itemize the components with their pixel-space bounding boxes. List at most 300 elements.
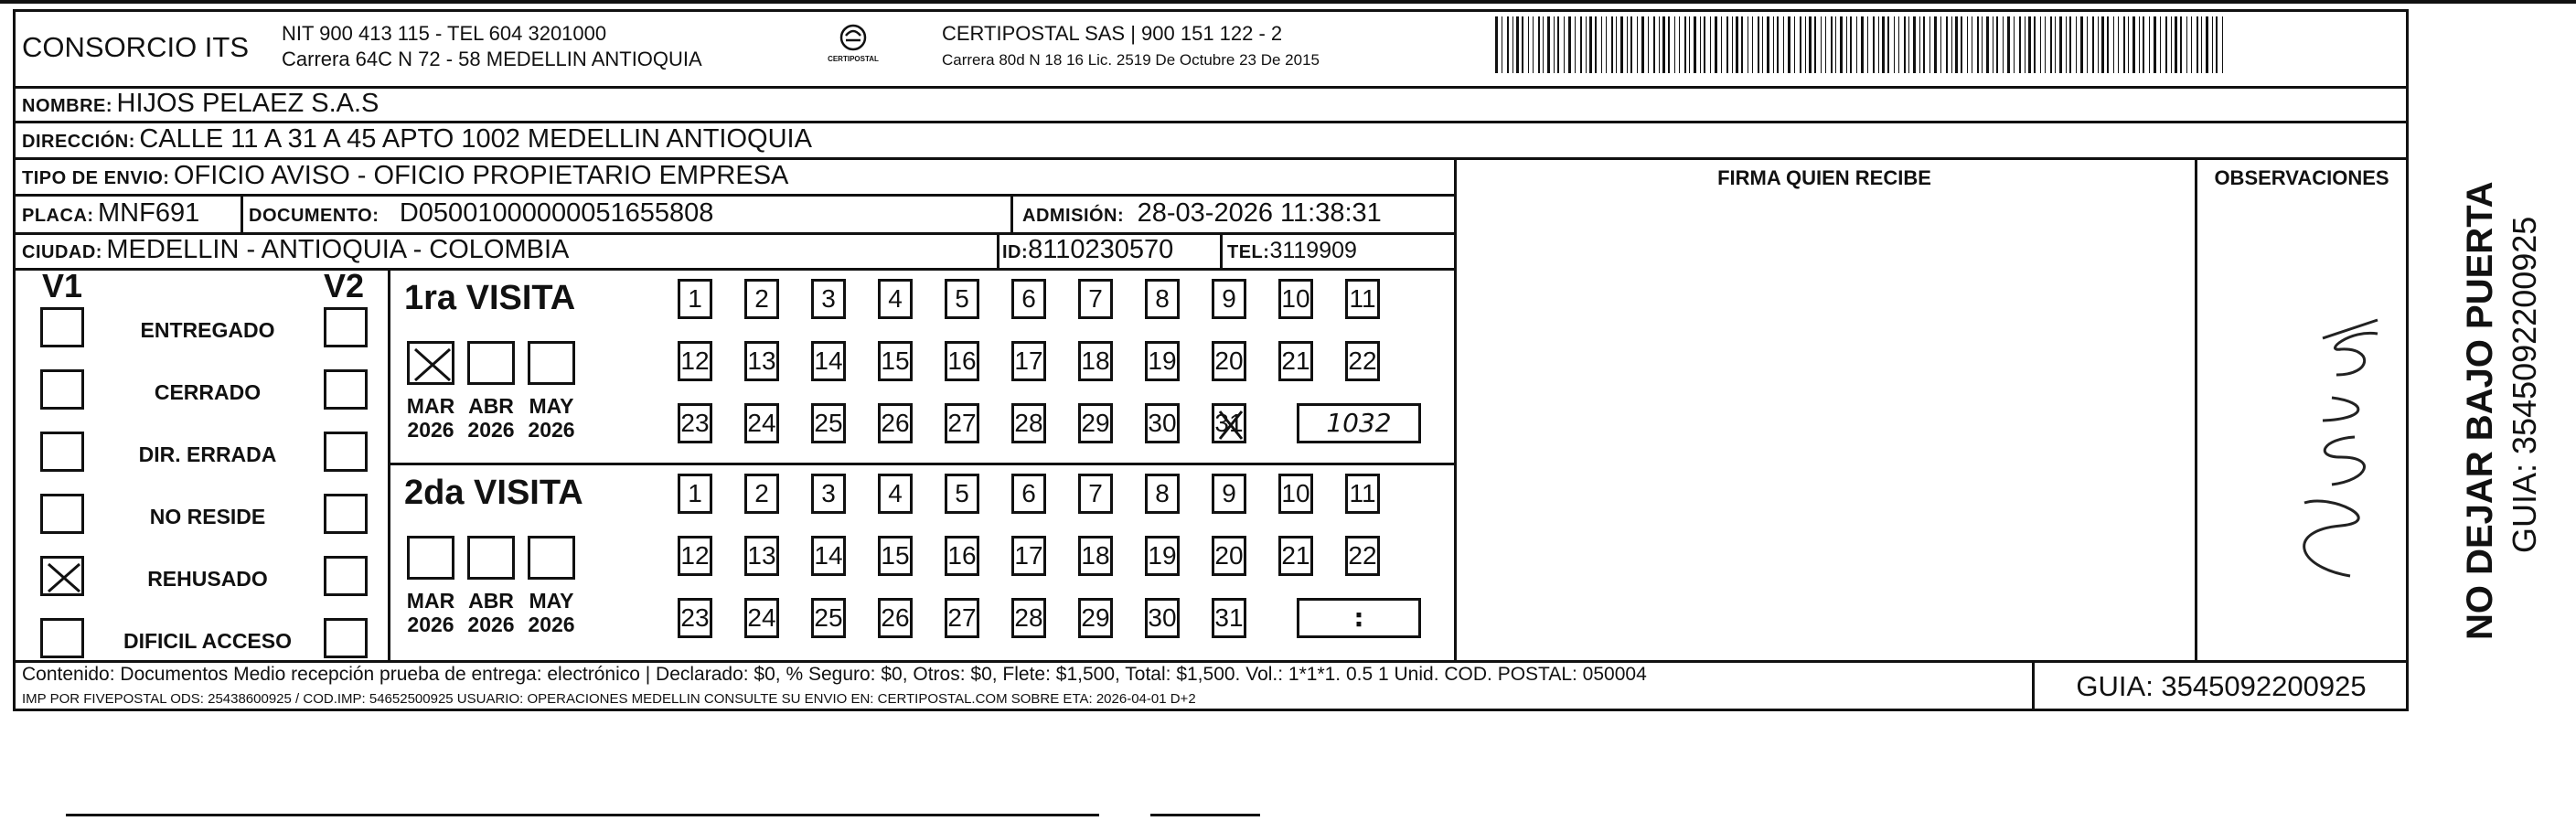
barcode-bar — [2180, 16, 2182, 73]
day-number: 26 — [881, 409, 910, 437]
day-cell[interactable] — [1145, 403, 1180, 443]
day-number: 29 — [1081, 409, 1110, 437]
day-number: 12 — [680, 347, 710, 375]
certipostal-logo-icon — [812, 22, 894, 73]
barcode-bar — [1977, 16, 1979, 73]
row-rule — [13, 194, 1455, 197]
month-checkbox[interactable] — [407, 341, 454, 385]
barcode-bar — [2154, 16, 2156, 73]
barcode-bar — [1627, 16, 1628, 73]
month-label — [462, 589, 520, 636]
day-cell[interactable] — [1078, 341, 1113, 381]
barcode-bar — [2066, 16, 2067, 73]
day-cell[interactable] — [678, 279, 712, 319]
barcode-bar — [1846, 16, 1847, 73]
day-cell[interactable] — [1212, 279, 1246, 319]
barcode-bar — [1662, 16, 1665, 73]
day-number: 23 — [680, 409, 710, 437]
barcode-bar — [2118, 16, 2119, 73]
barcode-bar — [2139, 16, 2140, 73]
day-cell[interactable] — [811, 403, 846, 443]
day-cell[interactable] — [811, 474, 846, 514]
barcode-bar — [2107, 16, 2109, 73]
row-rule — [13, 660, 2409, 663]
tipo-label: TIPO DE ENVIO: — [22, 168, 170, 188]
barcode-bar — [2040, 16, 2041, 73]
barcode-bar — [1821, 16, 1822, 73]
day-cell[interactable] — [945, 403, 979, 443]
footer-line2: IMP POR FIVEPOSTAL ODS: 25438600925 / COD.IMP: 54652500925 USUARIO: OPERACIONES MEDELLIN CONSULTE SU ENVIO EN: CERTIPOSTAL.COM SOBRE ETA: 2026-04-01 D+2 — [22, 691, 1196, 707]
day-number: 1 — [688, 479, 702, 507]
day-cell[interactable] — [945, 474, 979, 514]
barcode-bar — [2007, 16, 2010, 73]
day-number: 31 — [1214, 409, 1244, 437]
v2-checkbox[interactable] — [324, 432, 368, 472]
day-number: 17 — [1014, 541, 1043, 570]
barcode-bar — [2101, 16, 2104, 73]
day-number: 4 — [888, 479, 903, 507]
ciudad-value: MEDELLIN - ANTIOQUIA - COLOMBIA — [106, 235, 570, 264]
day-cell[interactable] — [945, 279, 979, 319]
day-cell[interactable] — [945, 598, 979, 638]
day-cell[interactable] — [878, 536, 913, 576]
month-checkbox[interactable] — [407, 536, 454, 580]
barcode-bar — [1929, 16, 1930, 73]
v2-checkbox[interactable] — [324, 307, 368, 347]
day-number: 22 — [1348, 541, 1377, 570]
day-cell[interactable] — [1145, 279, 1180, 319]
month-checkbox[interactable] — [467, 536, 515, 580]
barcode-bar — [1741, 16, 1743, 73]
tel-label: TEL: — [1227, 242, 1270, 262]
barcode-bar — [2143, 16, 2144, 73]
barcode-bar — [1794, 16, 1795, 73]
col-rule — [240, 194, 243, 232]
footer-guia: GUIA: 3545092200925 — [2076, 670, 2367, 702]
day-number: 3 — [821, 284, 836, 313]
barcode-bar — [1940, 16, 1941, 73]
v1-checkbox[interactable] — [40, 494, 84, 534]
row-rule — [388, 463, 1455, 465]
day-cell[interactable] — [1078, 279, 1113, 319]
day-cell[interactable] — [1145, 341, 1180, 381]
admision-value: 28-03-2026 11:38:31 — [1137, 198, 1382, 228]
day-number: 20 — [1214, 347, 1244, 375]
day-number: 14 — [814, 347, 843, 375]
tel-row — [1227, 238, 1357, 264]
documento-value: D05001000000051655808 — [399, 198, 714, 228]
barcode-bar — [1814, 16, 1816, 73]
day-cell[interactable] — [1011, 341, 1046, 381]
day-number: 21 — [1281, 347, 1310, 375]
day-cell[interactable] — [811, 279, 846, 319]
observaciones-label: OBSERVACIONES — [2214, 166, 2389, 189]
day-number: 29 — [1081, 603, 1110, 632]
day-cell[interactable] — [1345, 341, 1380, 381]
month-name: MAY — [529, 589, 574, 613]
signature-scribble — [2268, 311, 2414, 585]
barcode-bar — [1616, 16, 1617, 73]
barcode-bar — [1961, 16, 1962, 73]
barcode-bar — [1580, 16, 1582, 73]
barcode-bar — [1783, 16, 1784, 73]
day-cell[interactable] — [945, 341, 979, 381]
month-label — [401, 394, 460, 442]
barcode-bar — [1996, 16, 1998, 73]
barcode-bar — [1543, 16, 1544, 73]
barcode-bar — [2028, 16, 2031, 73]
v2-checkbox[interactable] — [324, 556, 368, 596]
month-name: ABR — [468, 394, 514, 418]
placa-value: MNF691 — [98, 198, 200, 228]
status-label: ENTREGADO — [140, 318, 275, 342]
v1-checkbox[interactable] — [40, 432, 84, 472]
direccion-label: DIRECCIÓN: — [22, 132, 135, 152]
barcode-bar — [1967, 16, 1968, 73]
barcode-bar — [1528, 16, 1529, 73]
barcode-bar — [1589, 16, 1592, 73]
day-cell[interactable] — [1278, 474, 1313, 514]
status-label: REHUSADO — [147, 567, 268, 591]
time-box[interactable] — [1297, 403, 1421, 443]
barcode-graphic — [1495, 16, 2227, 73]
day-cell[interactable] — [945, 536, 979, 576]
day-number: 24 — [747, 409, 776, 437]
top-rule — [0, 0, 2576, 4]
day-cell[interactable] — [1278, 536, 1313, 576]
admision-label: ADMISIÓN: — [1022, 206, 1125, 226]
day-number: 28 — [1014, 603, 1043, 632]
barcode-bar — [1659, 16, 1660, 73]
day-number: 31 — [1214, 603, 1244, 632]
day-cell[interactable] — [744, 279, 779, 319]
barcode-bar — [1982, 16, 1983, 73]
day-number: 2 — [754, 479, 769, 507]
barcode-bar — [2080, 16, 2083, 73]
status-label: DIR. ERRADA — [138, 442, 277, 466]
day-cell[interactable] — [1212, 598, 1246, 638]
barcode-bar — [1557, 16, 1559, 73]
barcode-bar — [1648, 16, 1649, 73]
ciudad-row — [22, 235, 569, 265]
barcode-bar — [1904, 16, 1906, 73]
barcode-bar — [1887, 16, 1889, 73]
v2-checkbox[interactable] — [324, 369, 368, 410]
month-year: 2026 — [528, 418, 575, 442]
day-number: 5 — [955, 479, 969, 507]
day-number: 4 — [888, 284, 903, 313]
barcode-bar — [2222, 16, 2223, 73]
month-year: 2026 — [407, 613, 454, 636]
month-label — [462, 394, 520, 442]
day-cell[interactable] — [678, 598, 712, 638]
day-cell[interactable] — [811, 598, 846, 638]
day-cell[interactable] — [878, 474, 913, 514]
barcode-bar — [2059, 16, 2062, 73]
bottom-fragment — [66, 814, 1099, 816]
day-number: 7 — [1088, 284, 1103, 313]
day-cell[interactable] — [744, 341, 779, 381]
day-number: 30 — [1148, 409, 1177, 437]
id-row — [1002, 235, 1173, 265]
barcode-bar — [1773, 16, 1774, 73]
barcode-bar — [1934, 16, 1937, 73]
barcode-bar — [1898, 16, 1899, 73]
day-cell[interactable] — [1145, 598, 1180, 638]
day-number: 27 — [947, 603, 977, 632]
day-cell[interactable] — [1212, 403, 1246, 443]
barcode-bar — [1878, 16, 1879, 73]
barcode-bar — [1620, 16, 1623, 73]
direccion-value: CALLE 11 A 31 A 45 APTO 1002 MEDELLIN ANTIOQUIA — [139, 124, 812, 154]
day-cell[interactable] — [1011, 598, 1046, 638]
day-cell[interactable] — [1078, 598, 1113, 638]
day-cell[interactable] — [1212, 536, 1246, 576]
day-cell[interactable] — [1078, 403, 1113, 443]
barcode-bar — [1882, 16, 1885, 73]
barcode-bar — [1653, 16, 1655, 73]
carrier-line1: CERTIPOSTAL SAS | 900 151 122 - 2 — [942, 22, 1283, 45]
barcode-bar — [1637, 16, 1638, 73]
col-rule — [2195, 157, 2197, 661]
v1-checkbox[interactable] — [40, 369, 84, 410]
day-number: 13 — [747, 347, 776, 375]
day-cell[interactable] — [878, 403, 913, 443]
day-number: 11 — [1349, 284, 1376, 313]
col-rule — [1220, 232, 1223, 269]
barcode-bar — [1554, 16, 1555, 73]
month-name: MAY — [529, 394, 574, 418]
day-cell[interactable] — [878, 598, 913, 638]
day-cell[interactable] — [678, 341, 712, 381]
status-label: NO RESIDE — [149, 505, 266, 528]
day-cell[interactable] — [744, 536, 779, 576]
side-guia: GUIA: 3545092200925 — [2506, 216, 2543, 553]
nombre-label: NOMBRE: — [22, 96, 113, 116]
day-cell[interactable] — [1011, 536, 1046, 576]
month-label — [522, 394, 581, 442]
day-number: 19 — [1148, 347, 1177, 375]
day-cell[interactable] — [678, 474, 712, 514]
v2-checkbox[interactable] — [324, 494, 368, 534]
day-number: 8 — [1155, 284, 1170, 313]
barcode-bar — [2003, 16, 2004, 73]
month-name: ABR — [468, 589, 514, 613]
barcode-bar — [1913, 16, 1916, 73]
day-cell[interactable] — [1212, 341, 1246, 381]
barcode-bar — [1825, 16, 1826, 73]
day-number: 18 — [1081, 347, 1110, 375]
barcode-bar — [2212, 16, 2213, 73]
month-label — [522, 589, 581, 636]
day-number: 17 — [1014, 347, 1043, 375]
barcode-bar — [1689, 16, 1690, 73]
v2-label: V2 — [324, 267, 365, 304]
barcode-bar — [1873, 16, 1875, 73]
barcode-bar — [1495, 16, 1498, 73]
barcode-bar — [1919, 16, 1920, 73]
day-number: 28 — [1014, 409, 1043, 437]
barcode-bar — [2025, 16, 2026, 73]
day-cell[interactable] — [811, 341, 846, 381]
barcode-bar — [1908, 16, 1909, 73]
barcode-bar — [1721, 16, 1722, 73]
day-number: 10 — [1281, 479, 1310, 507]
firma-label: FIRMA QUIEN RECIBE — [1717, 166, 1931, 189]
col-rule — [388, 268, 390, 661]
barcode-bar — [1512, 16, 1513, 73]
day-number: 25 — [814, 603, 843, 632]
tel-value: 3119909 — [1269, 238, 1357, 263]
placa-row — [22, 198, 199, 229]
col-rule — [1454, 157, 1457, 661]
day-cell[interactable] — [678, 536, 712, 576]
day-number: 10 — [1281, 284, 1310, 313]
day-number: 18 — [1081, 541, 1110, 570]
day-cell[interactable] — [678, 403, 712, 443]
sender-nit: NIT 900 413 115 - TEL 604 3201000 — [282, 22, 607, 45]
barcode-bar — [1533, 16, 1534, 73]
day-number: 9 — [1222, 479, 1236, 507]
time-box[interactable] — [1297, 598, 1421, 638]
barcode-bar — [2098, 16, 2099, 73]
day-cell[interactable] — [1145, 474, 1180, 514]
barcode-bar — [1595, 16, 1597, 73]
month-year: 2026 — [407, 418, 454, 442]
barcode-bar — [2050, 16, 2052, 73]
day-number: 30 — [1148, 603, 1177, 632]
row-rule — [13, 157, 2409, 160]
barcode-bar — [2034, 16, 2036, 73]
day-cell[interactable] — [1145, 536, 1180, 576]
barcode-bar — [2206, 16, 2208, 73]
id-value: 8110230570 — [1028, 235, 1174, 264]
barcode-bar — [1840, 16, 1843, 73]
admision-row — [1022, 198, 1382, 229]
barcode-bar — [2175, 16, 2177, 73]
barcode-bar — [1894, 16, 1895, 73]
documento-label: DOCUMENTO: — [249, 206, 379, 226]
day-cell[interactable] — [1278, 341, 1313, 381]
day-cell[interactable] — [878, 341, 913, 381]
day-cell[interactable] — [1078, 474, 1113, 514]
day-cell[interactable] — [1078, 536, 1113, 576]
bottom-fragment — [1150, 814, 1260, 816]
visit-title: 2da VISITA — [404, 474, 583, 512]
v1-checkbox[interactable] — [40, 618, 84, 658]
status-label: CERRADO — [154, 380, 262, 404]
barcode-bar — [1547, 16, 1550, 73]
barcode-bar — [2191, 16, 2192, 73]
day-number: 23 — [680, 603, 710, 632]
time-value: 1032 — [1326, 408, 1392, 438]
day-cell[interactable] — [744, 598, 779, 638]
barcode-bar — [1668, 16, 1670, 73]
month-checkbox[interactable] — [467, 341, 515, 385]
barcode-bar — [1732, 16, 1733, 73]
day-number: 19 — [1148, 541, 1177, 570]
barcode-bar — [1679, 16, 1680, 73]
day-cell[interactable] — [744, 403, 779, 443]
barcode-bar — [1752, 16, 1753, 73]
day-cell[interactable] — [811, 536, 846, 576]
day-number: 3 — [821, 479, 836, 507]
row-rule — [13, 121, 2409, 123]
month-label — [401, 589, 460, 636]
carrier-line2: Carrera 80d N 18 16 Lic. 2519 De Octubre 23 De 2015 — [942, 51, 1320, 69]
barcode-bar — [1762, 16, 1763, 73]
barcode-bar — [2123, 16, 2125, 73]
barcode-bar — [1856, 16, 1857, 73]
barcode-bar — [1767, 16, 1769, 73]
day-number: 24 — [747, 603, 776, 632]
id-label: ID: — [1002, 242, 1029, 262]
barcode-bar — [1516, 16, 1519, 73]
day-number: 14 — [814, 541, 843, 570]
day-number: 20 — [1214, 541, 1244, 570]
barcode-bar — [2149, 16, 2150, 73]
day-cell[interactable] — [1212, 474, 1246, 514]
day-number: 5 — [955, 284, 969, 313]
month-checkbox[interactable] — [528, 536, 575, 580]
v2-checkbox[interactable] — [324, 618, 368, 658]
barcode-bar — [1564, 16, 1565, 73]
direccion-row — [22, 124, 812, 155]
day-number: 1 — [688, 284, 702, 313]
barcode-bar — [1575, 16, 1576, 73]
day-cell[interactable] — [1011, 279, 1046, 319]
day-cell[interactable] — [1278, 279, 1313, 319]
barcode-bar — [1630, 16, 1632, 73]
v1-label: V1 — [42, 267, 83, 304]
barcode-bar — [2092, 16, 2094, 73]
v1-checkbox[interactable] — [40, 307, 84, 347]
barcode-bar — [2186, 16, 2187, 73]
barcode-bar — [2160, 16, 2161, 73]
barcode-bar — [1861, 16, 1864, 73]
barcode-bar — [2171, 16, 2172, 73]
barcode-bar — [1694, 16, 1696, 73]
barcode-bar — [2216, 16, 2218, 73]
footer-line1: Contenido: Documentos Medio recepción prueba de entrega: electrónico | Declarado: $0, % Seguro: $0, Otros: $0, Flete: $1,500, Total: $1,500. Vol.: 1*1*1. 0.5 1 Unid. COD. POSTAL: 050004 — [22, 664, 1647, 685]
sender-name: CONSORCIO ITS — [22, 31, 250, 63]
row-rule — [13, 268, 1455, 271]
v1-checkbox[interactable] — [40, 556, 84, 596]
day-cell[interactable] — [1345, 279, 1380, 319]
day-cell[interactable] — [1011, 474, 1046, 514]
barcode-bar — [1955, 16, 1958, 73]
barcode-bar — [2197, 16, 2198, 73]
visit-title: 1ra VISITA — [404, 279, 576, 317]
barcode-bar — [1986, 16, 1989, 73]
month-year: 2026 — [467, 613, 515, 636]
month-year: 2026 — [528, 613, 575, 636]
barcode-bar — [2113, 16, 2114, 73]
day-cell[interactable] — [878, 279, 913, 319]
month-checkbox[interactable] — [528, 341, 575, 385]
day-cell[interactable] — [1345, 474, 1380, 514]
barcode-bar — [2076, 16, 2077, 73]
day-number: 8 — [1155, 479, 1170, 507]
day-cell[interactable] — [1345, 536, 1380, 576]
barcode — [1495, 16, 2227, 73]
day-cell[interactable] — [744, 474, 779, 514]
barcode-bar — [1758, 16, 1759, 73]
barcode-bar — [1674, 16, 1675, 73]
barcode-bar — [1586, 16, 1587, 73]
day-cell[interactable] — [1011, 403, 1046, 443]
day-number: 12 — [680, 541, 710, 570]
